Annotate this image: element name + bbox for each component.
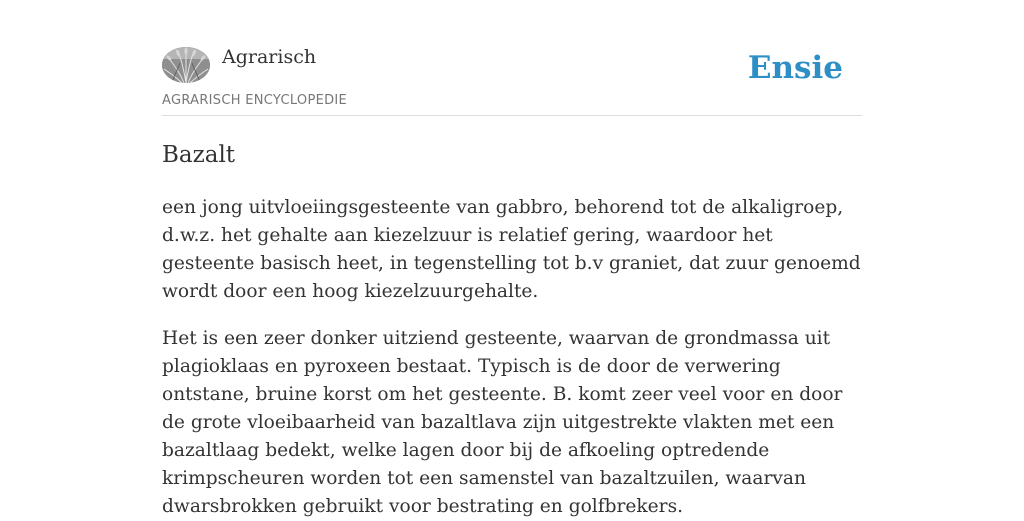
- page-title: Bazalt: [162, 142, 236, 168]
- ensie-logo-link[interactable]: Ensie: [747, 50, 843, 86]
- wheat-image-icon[interactable]: [162, 47, 210, 83]
- source-header: [162, 0, 862, 116]
- article-paragraph: een jong uitvloeiingsgesteente van gabbro, behorend tot de alkaligroep, d.w.z. het gehalte aan kiezelzuur is relatief gering, waardoor het gesteente basisch heet, in tegenstelling tot b.v graniet, dat zuur genoemd wordt door een hoog kiezelzuurgehalte.: [162, 197, 861, 302]
- source-name[interactable]: Agrarisch: [222, 46, 317, 68]
- article-page: [162, 0, 862, 521]
- source-subtitle: AGRARISCH ENCYCLOPEDIE: [162, 93, 348, 108]
- article-paragraph: Het is een zeer donker uitziend gesteente, waarvan de grondmassa uit plagioklaas en pyroxeen bestaat. Typisch is de door de verwering ontstane, bruine korst om het gesteente. B. komt zeer veel voor en door de grote vloeibaarheid van bazaltlava zijn uitgestrekte vlakten met een bazaltlaag bedekt, welke lagen door bij de afkoeling optredende krimpscheuren worden tot een samenstel van bazaltzuilen, waarvan dwarsbrokken gebruikt voor bestrating en golfbrekers.: [162, 328, 843, 517]
